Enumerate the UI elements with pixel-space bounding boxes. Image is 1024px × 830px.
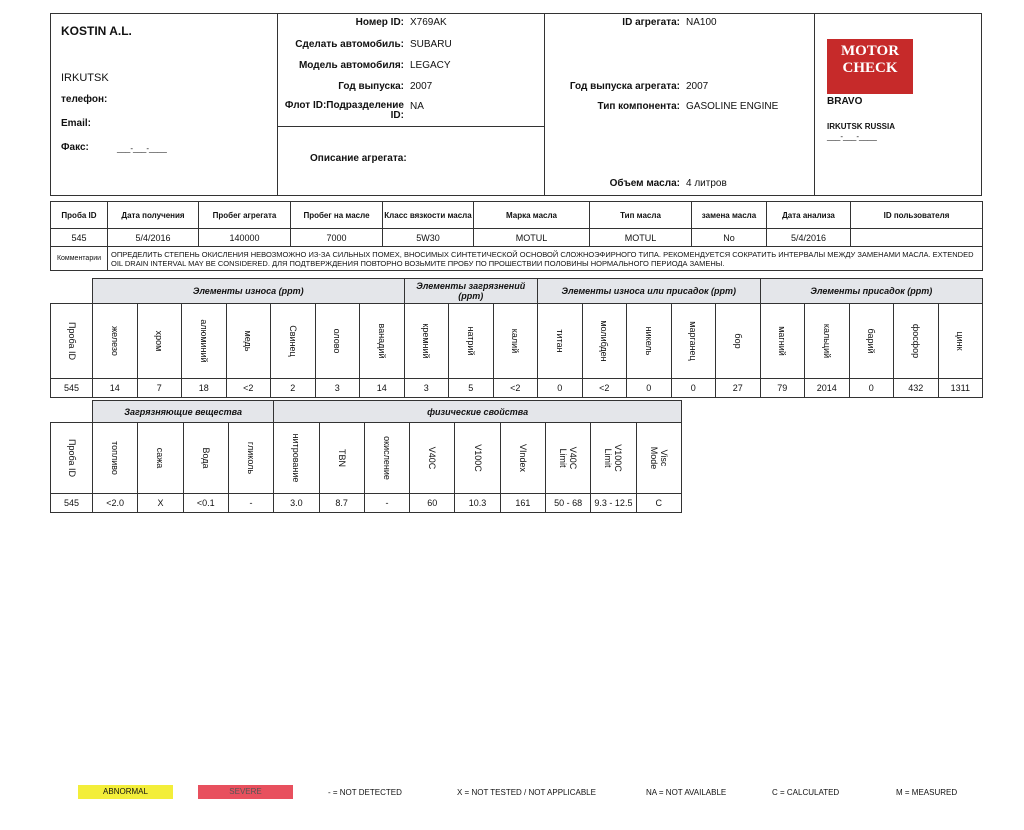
- elements-value-cell: <2: [493, 379, 538, 398]
- sample-header-cell: Марка масла: [474, 202, 590, 229]
- elements-value-cell: 14: [93, 379, 138, 398]
- sample-value-cell: MOTUL: [590, 229, 692, 247]
- sample-header-cell: замена масла: [692, 202, 767, 229]
- elements-header-label: алюминий: [198, 319, 209, 363]
- physical-header-cell: [364, 423, 409, 494]
- sample-value-row: [51, 229, 983, 247]
- elements-header-cell: [538, 304, 583, 379]
- physical-value-cell: 161: [500, 494, 545, 513]
- elements-value-cell: 0: [671, 379, 716, 398]
- elements-value-cell: 27: [716, 379, 761, 398]
- elements-value-cell: 5: [449, 379, 494, 398]
- comment-label: Комментарии: [51, 247, 108, 271]
- customer-box: [50, 13, 278, 196]
- elements-value-cell: <2: [582, 379, 627, 398]
- physical-header-label: V100C Limit: [603, 444, 624, 472]
- elements-header-cell: [404, 304, 449, 379]
- elements-value-cell: 14: [360, 379, 405, 398]
- sample-header-row: [51, 202, 983, 229]
- physical-header-label: VIndex: [517, 443, 528, 473]
- vehicle-row: Год выпуска: 2007: [338, 81, 433, 92]
- elements-header-label: Проба ID: [66, 322, 77, 360]
- elements-header-label: кремний: [421, 323, 432, 359]
- physical-header-cell: [93, 423, 138, 494]
- severe-legend: SEVERE: [198, 785, 293, 799]
- sample-header-cell: ID пользователя: [851, 202, 983, 229]
- elements-value-cell: 3: [315, 379, 360, 398]
- physical-header-row: [51, 423, 682, 494]
- physical-value-row: [51, 494, 682, 513]
- vehicle-box: [277, 13, 545, 127]
- physical-header-cell: [228, 423, 273, 494]
- group-spacer: [51, 279, 93, 304]
- legend-calculated: C = CALCULATED: [772, 788, 840, 797]
- elements-header-label: марганец: [688, 321, 699, 361]
- physical-group-row: [51, 401, 682, 423]
- elements-header-cell: [582, 304, 627, 379]
- elements-value-cell: 432: [894, 379, 939, 398]
- elements-header-row: [51, 304, 983, 379]
- physical-header-label: Visc Mode: [648, 446, 669, 470]
- physical-header-label: V40C: [427, 446, 438, 470]
- lab-name: BRAVO: [827, 96, 863, 107]
- legend-not-tested: X = NOT TESTED / NOT APPLICABLE: [457, 788, 596, 797]
- elements-header-label: медь: [243, 330, 254, 352]
- elements-header-label: Свинец: [287, 325, 298, 357]
- physical-header-label: гликоль: [246, 441, 257, 475]
- elements-header-cell: [449, 304, 494, 379]
- elements-header-label: барий: [866, 328, 877, 354]
- elements-group-row: [51, 279, 983, 304]
- fax-label: Факс:: [61, 142, 89, 153]
- vehicle-row: Сделать автомобиль: SUBARU: [295, 39, 452, 50]
- elements-header-label: кальций: [821, 323, 832, 359]
- physical-value-cell: 60: [410, 494, 455, 513]
- physical-header-label: нитрование: [291, 433, 302, 483]
- elements-value-cell: 18: [182, 379, 227, 398]
- phone-label: телефон:: [61, 94, 108, 105]
- physical-header-label: сажа: [155, 447, 166, 469]
- elements-header-label: натрий: [465, 326, 476, 356]
- group-spacer: [51, 401, 93, 423]
- customer-city: IRKUTSK: [61, 72, 109, 84]
- elements-header-cell: [894, 304, 939, 379]
- elements-value-cell: <2: [226, 379, 271, 398]
- sample-table: [50, 201, 983, 271]
- elements-header-label: бор: [732, 333, 743, 349]
- customer-name: KOSTIN A.L.: [61, 24, 132, 38]
- comment-text: ОПРЕДЕЛИТЬ СТЕПЕНЬ ОКИСЛЕНИЯ НЕВОЗМОЖНО ИЗ-ЗА СИЛЬНЫХ ПОМЕХ, ВНОСИМЫХ СИНТЕТИЧЕСКОЙ ОСНОВОЙ СЛОЖНОЭФИРНОГО ТИПА. РЕКОМЕНДУЕТСЯ СОКРАТИТЬ ИНТЕРВАЛЫ МЕЖДУ ЗАМЕНАМИ МАСЛА. EXTENDED OIL DRAIN INTERVAL MAY BE CONSIDERED. ДЛЯ ПОДТВЕРЖДЕНИЯ ПОВТОРНО ВОЗЬМИТЕ ПРОБУ ПО ПРОШЕСТВИИ ПОЛОВИНЫ НОРМАЛЬНОГО ПЕРИОДА ЗАМЕНЫ.: [108, 247, 983, 271]
- elements-value-cell: 0: [849, 379, 894, 398]
- sample-value-cell: 5W30: [383, 229, 474, 247]
- physical-header-cell: [51, 423, 93, 494]
- unit-type-row: Тип компонента: GASOLINE ENGINE: [597, 101, 779, 112]
- physical-group-header: физические свойства: [274, 401, 682, 423]
- elements-header-cell: [137, 304, 182, 379]
- physical-header-cell: [183, 423, 228, 494]
- physical-value-cell: <2.0: [93, 494, 138, 513]
- legend-not-available: NA = NOT AVAILABLE: [646, 788, 727, 797]
- physical-header-label: топливо: [110, 441, 121, 475]
- elements-header-cell: [271, 304, 316, 379]
- physical-header-cell: [319, 423, 364, 494]
- additive-group-header: Элементы присадок (ppm): [760, 279, 983, 304]
- sample-value-cell: 545: [51, 229, 108, 247]
- sample-value-cell: [851, 229, 983, 247]
- sample-value-cell: 5/4/2016: [108, 229, 199, 247]
- sample-header-cell: Дата получения: [108, 202, 199, 229]
- comment-row: [51, 247, 983, 271]
- physical-header-cell: [546, 423, 591, 494]
- elements-header-cell: [627, 304, 672, 379]
- elements-header-label: олово: [332, 328, 343, 354]
- elements-header-label: титан: [554, 329, 565, 353]
- elements-header-cell: [716, 304, 761, 379]
- elements-header-label: магний: [777, 326, 788, 356]
- elements-header-cell: [849, 304, 894, 379]
- legend-measured: M = MEASURED: [896, 788, 958, 797]
- physical-header-cell: [591, 423, 636, 494]
- physical-value-cell: <0.1: [183, 494, 228, 513]
- physical-value-cell: 9.3 - 12.5: [591, 494, 636, 513]
- abnormal-legend: ABNORMAL: [78, 785, 173, 799]
- elements-header-cell: [182, 304, 227, 379]
- elements-header-cell: [938, 304, 983, 379]
- sample-value-cell: No: [692, 229, 767, 247]
- sample-value-cell: 7000: [291, 229, 383, 247]
- elements-value-cell: 7: [137, 379, 182, 398]
- physical-value-cell: 545: [51, 494, 93, 513]
- physical-header-cell: [455, 423, 500, 494]
- elements-header-cell: [671, 304, 716, 379]
- sample-header-cell: Пробег на масле: [291, 202, 383, 229]
- sample-value-cell: 5/4/2016: [767, 229, 851, 247]
- vehicle-row: Модель автомобиля: LEGACY: [298, 60, 451, 71]
- elements-value-row: [51, 379, 983, 398]
- email-label: Email:: [61, 118, 92, 129]
- sample-header-cell: Проба ID: [51, 202, 108, 229]
- elements-header-cell: [360, 304, 405, 379]
- legend-not-detected: - = NOT DETECTED: [328, 788, 402, 797]
- physical-header-label: окисление: [381, 436, 392, 480]
- physical-header-cell: [138, 423, 183, 494]
- oil-volume-row: Объем масла: 4 литров: [609, 178, 727, 189]
- physical-value-cell: C: [636, 494, 681, 513]
- sample-value-cell: 140000: [199, 229, 291, 247]
- lab-box: [814, 13, 982, 196]
- elements-value-cell: 3: [404, 379, 449, 398]
- elements-value-cell: 1311: [938, 379, 983, 398]
- elements-value-cell: 0: [627, 379, 672, 398]
- elements-value-cell: 545: [51, 379, 93, 398]
- fax-value: ___-___-____: [117, 144, 167, 153]
- elements-header-label: ванадий: [376, 323, 387, 359]
- elements-header-label: молибден: [599, 320, 610, 362]
- elements-header-cell: [226, 304, 271, 379]
- physical-header-cell: [500, 423, 545, 494]
- unit-description-box: [277, 126, 545, 196]
- elements-header-label: цинк: [955, 331, 966, 351]
- unit-id-row: ID агрегата: NA100: [622, 17, 717, 28]
- physical-value-cell: 8.7: [319, 494, 364, 513]
- elements-header-label: хром: [154, 330, 165, 352]
- physical-header-cell: [274, 423, 319, 494]
- elements-value-cell: 79: [760, 379, 805, 398]
- elements-header-cell: [51, 304, 93, 379]
- physical-table: [50, 400, 682, 513]
- lab-phone: ___-___-____: [827, 132, 877, 141]
- unit-description-label: Описание агрегата:: [310, 153, 407, 164]
- elements-value-cell: 2014: [805, 379, 850, 398]
- elements-header-label: фосфор: [910, 323, 921, 359]
- physical-value-cell: 50 - 68: [546, 494, 591, 513]
- elements-header-label: калий: [510, 328, 521, 354]
- physical-header-label: V40C Limit: [558, 446, 579, 470]
- elements-value-cell: 0: [538, 379, 583, 398]
- contaminants-group-header: Загрязняющие вещества: [93, 401, 274, 423]
- wear-additive-group-header: Элементы износа или присадок (ppm): [538, 279, 761, 304]
- elements-header-cell: [93, 304, 138, 379]
- physical-header-label: TBN: [336, 449, 347, 467]
- physical-header-cell: [636, 423, 681, 494]
- physical-header-label: Вода: [200, 447, 211, 469]
- lab-city: IRKUTSK RUSSIA: [827, 122, 896, 131]
- physical-header-label: V100C: [472, 444, 483, 472]
- physical-value-cell: -: [228, 494, 273, 513]
- elements-header-cell: [315, 304, 360, 379]
- elements-header-label: железо: [109, 326, 120, 356]
- sample-value-cell: MOTUL: [474, 229, 590, 247]
- unit-box: [544, 13, 815, 196]
- unit-year-row: Год выпуска агрегата: 2007: [569, 81, 709, 92]
- vehicle-row: Флот ID:Подразделение ID:NA: [284, 100, 424, 121]
- elements-header-cell: [805, 304, 850, 379]
- physical-value-cell: X: [138, 494, 183, 513]
- elements-header-cell: [760, 304, 805, 379]
- vehicle-row: Номер ID: X769AK: [355, 17, 447, 28]
- elements-table: [50, 278, 983, 398]
- elements-header-cell: [493, 304, 538, 379]
- sample-header-cell: Пробег агрегата: [199, 202, 291, 229]
- wear-group-header: Элементы износа (ppm): [93, 279, 405, 304]
- physical-value-cell: 10.3: [455, 494, 500, 513]
- sample-header-cell: Дата анализа: [767, 202, 851, 229]
- sample-header-cell: Класс вязкости масла: [383, 202, 474, 229]
- physical-value-cell: -: [364, 494, 409, 513]
- elements-header-label: никель: [643, 326, 654, 356]
- physical-value-cell: 3.0: [274, 494, 319, 513]
- physical-header-label: Проба ID: [66, 439, 77, 477]
- motorcheck-logo: MOTOR CHECK: [827, 39, 913, 94]
- elements-value-cell: 2: [271, 379, 316, 398]
- contaminant-group-header: Элементы загрязнений (ppm): [404, 279, 538, 304]
- sample-header-cell: Тип масла: [590, 202, 692, 229]
- physical-header-cell: [410, 423, 455, 494]
